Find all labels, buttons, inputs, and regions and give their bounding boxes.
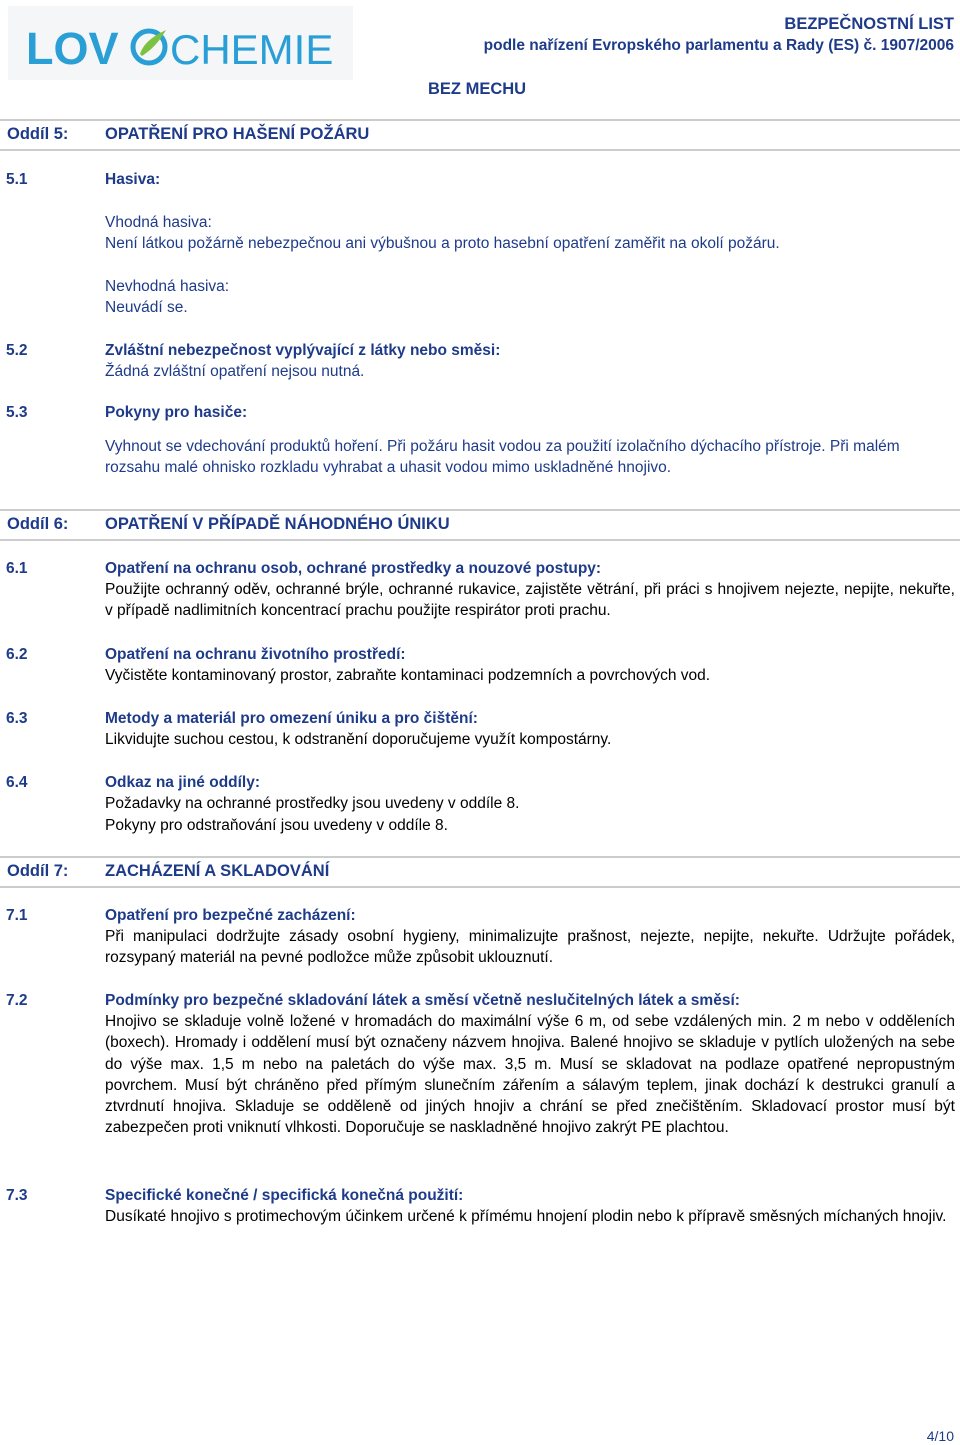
subsection-number: 5.1 [6,171,28,188]
suitable-agents-text: Není látkou požárně nebezpečnou ani výbušnou a proto hasební opatření zaměřit na okolí požáru. [105,235,780,252]
subsection-number: 6.1 [6,560,28,577]
document-header [484,13,954,57]
subsection-text: Likvidujte suchou cestou, k odstranění doporučujeme využít kompostárny. [105,731,612,748]
subsection-text: Vyhnout se vdechování produktů hoření. Při požáru hasit vodou za použití izolačního dýchacího přístroje. Při malém rozsahu malé ohnisko rozkladu vyhrabat a uhasit vodou mimo uskladněné hnojivo. [105,438,900,477]
subsection-title: Metody a materiál pro omezení úniku a pro čištění: [105,710,478,727]
subsection-title: Hasiva: [105,171,161,188]
subsection-number: 7.3 [6,1187,28,1204]
page-number: 4/10 [926,1428,954,1444]
document-title: BEZPEČNOSTNÍ LIST [784,15,954,33]
subsection-title: Opatření pro bezpečné zacházení: [105,907,356,924]
section-number: Oddíl 6: [7,515,69,533]
subsection-number: 6.2 [6,646,28,663]
regulation-reference: podle nařízení Evropského parlamentu a Rady (ES) č. 1907/2006 [483,37,954,54]
subsection-title: Podmínky pro bezpečné skladování látek a směsí včetně neslučitelných látek a směsí: [105,992,740,1009]
unsuitable-agents-text: Neuvádí se. [105,299,188,316]
subsection-text-line: Požadavky na ochranné prostředky jsou uvedeny v oddíle 8. [105,795,520,812]
subsection-text: Hnojivo se skladuje volně ložené v hromadách do maximální výše 6 m, od sebe vzdálených min. 2 m nebo v odděleních (boxech). Hromady i oddělení musí být označeny názvem hnojiva. Balené hnojivo se skladuje v pytlích uložených na sebe do výše max. 1,5 m nebo na paletách do výše max. 3,5 m. Musí se skladovat na podlaze opatřené nepropustným povrchem. Musí být chráněno před přímým slunečním zářením a sálavým teplem, jinak dochází k destrukci granulí a ztvrdnutí hnojiva. Skladuje se odděleně od jiných hnojiv a chrání se před znečištěním. Skladovací prostor musí být zabezpečen proti vniknutí vlhkosti. Doporučuje se naskladněné hnojivo zakrýt PE plachtou. [105,1013,955,1137]
subsection-title: Opatření na ochranu osob, ochrané prostředky a nouzové postupy: [105,560,602,577]
subsection-text: Žádná zvláštní opatření nejsou nutná. [105,363,365,380]
subsection-number: 5.2 [6,342,28,359]
subsection-text: Použijte ochranný oděv, ochranné brýle, ochranné rukavice, zajistěte větrání, při práci s hnojivem nejezte, nepijte, nekuřte, v případě nadlimitních koncentrací prachu použijte respirátor proti prachu. [105,581,955,620]
subsection-number: 6.4 [6,774,28,791]
logo-text-chemie: CHEMIE [170,26,334,73]
logo-text-lov: LOV [26,23,119,74]
subsection-number: 7.2 [6,992,28,1009]
subsection-number: 6.3 [6,710,28,727]
suitable-agents-label: Vhodná hasiva: [105,214,212,231]
section-title: ZACHÁZENÍ A SKLADOVÁNÍ [105,862,330,880]
section-number: Oddíl 7: [7,862,69,880]
section-6-header [0,509,960,541]
company-logo [8,6,353,80]
section-title: OPATŘENÍ PRO HAŠENÍ POŽÁRU [105,125,370,143]
section-number: Oddíl 5: [7,125,69,143]
subsection-text: Vyčistěte kontaminovaný prostor, zabraňte kontaminaci podzemních a povrchových vod. [105,667,711,684]
product-name: BEZ MECHU [428,80,527,98]
section-title: OPATŘENÍ V PŘÍPADĚ NÁHODNÉHO ÚNIKU [105,515,450,533]
subsection-number: 5.3 [6,404,28,421]
subsection-text: Při manipulaci dodržujte zásady osobní hygieny, minimalizujte prašnost, nejezte, nepijte, nekuřte. Udržujte pořádek, rozsypaný materiál na pevné podložce může způsobit uklouznutí. [105,928,955,967]
section-5-header [0,119,960,151]
subsection-text-line: Pokyny pro odstraňování jsou uvedeny v oddíle 8. [105,817,448,834]
subsection-number: 7.1 [6,907,28,924]
section-7-header [0,856,960,888]
subsection-title: Odkaz na jiné oddíly: [105,774,261,791]
subsection-text: Dusíkaté hnojivo s protimechovým účinkem určené k přímému hnojení plodin nebo k přípravě směsných míchaných hnojiv. [105,1208,947,1225]
subsection-title: Zvláštní nebezpečnost vyplývající z látky nebo směsi: [105,342,501,359]
subsection-title: Opatření na ochranu životního prostředí: [105,646,406,663]
subsection-title: Pokyny pro hasiče: [105,404,248,421]
unsuitable-agents-label: Nevhodná hasiva: [105,278,230,295]
logo-graphic [8,6,353,80]
subsection-title: Specifické konečné / specifická konečná použití: [105,1187,464,1204]
